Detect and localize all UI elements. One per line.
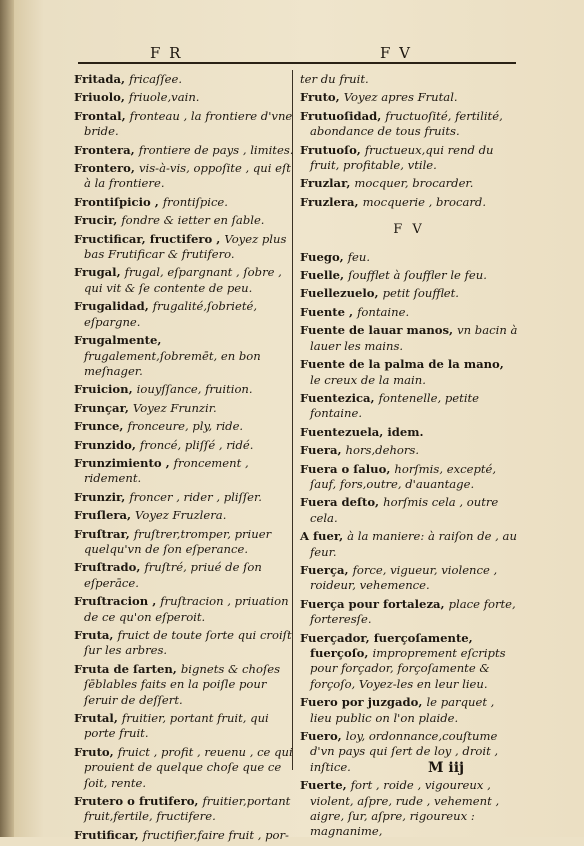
entry-headword: Fuelle, xyxy=(300,268,349,283)
entry-translation: froncé, pliſſé , ridé. xyxy=(139,437,254,452)
entry-translation: le creux de la main. xyxy=(310,372,426,387)
entry-headword: Fruſtrar, xyxy=(74,526,134,541)
entry-translation: fruitier, portant fruit, qui porte fruit. xyxy=(84,711,269,741)
entry-translation: fruict de toute ſorte qui croiſt ſur les arbres. xyxy=(84,628,292,658)
entry-translation: fontaine. xyxy=(357,304,410,319)
entry-translation: fricaſſee. xyxy=(129,72,183,86)
entry-headword: Friuolo, xyxy=(74,90,129,105)
dictionary-entry xyxy=(74,594,296,625)
dictionary-entry xyxy=(74,109,296,140)
entry-translation: place forte, forteresſe. xyxy=(310,596,516,627)
entry-headword: Frontera, xyxy=(74,142,139,157)
dictionary-entry xyxy=(74,382,296,397)
entry-headword: Frunzimiento , xyxy=(74,455,174,470)
entry-headword: Frunce, xyxy=(74,419,128,434)
entry-headword: Fruto, xyxy=(74,744,118,759)
entry-translation: le parquet , lieu public on l'on plaide. xyxy=(310,695,495,725)
dictionary-entry xyxy=(300,286,518,301)
entry-headword: Fruta, xyxy=(74,628,118,642)
dictionary-entry xyxy=(74,213,296,228)
entry-headword: Frunzido, xyxy=(74,437,140,452)
header-rule xyxy=(78,62,516,64)
dictionary-entry xyxy=(300,597,518,628)
entry-headword: Fuente , xyxy=(300,304,358,319)
entry-translation: fort , roide , vigoureux , violent, aſpre, rude , vehement , aigre, ſur, aſpre, rigoureux : magnanime, xyxy=(310,778,500,839)
entry-translation: fruict , profit , reuenu , ce qui prouient de quelque choſe que ce ſoit, rente. xyxy=(84,744,293,790)
entry-headword: Fuera deſto, xyxy=(300,495,384,510)
dictionary-entry xyxy=(300,250,518,265)
dictionary-entry xyxy=(74,794,296,825)
entry-translation: frontiſpice. xyxy=(162,194,228,209)
entry-translation: petit ſoufflet. xyxy=(382,286,459,301)
entry-headword: Fuerte, xyxy=(300,778,351,793)
dictionary-entry xyxy=(300,495,518,526)
entry-headword: Frutuoſo, xyxy=(300,142,365,157)
entry-translation: Voyez apres Frutal. xyxy=(343,90,458,105)
entry-headword: Fuerçador, fuerçoſamente, fuerçoſo, xyxy=(300,630,473,660)
entry-headword: Fruzlar, xyxy=(300,176,355,191)
entry-translation: feu. xyxy=(347,249,371,264)
dictionary-entry xyxy=(300,72,518,87)
entry-headword: Fuero por juzgado, xyxy=(300,695,427,710)
entry-translation: fructifier,faire fruit , por- xyxy=(142,827,289,842)
entry-headword: Fructificar, fructifero , xyxy=(74,231,225,246)
entry-translation: force, vigueur, violence , roideur, vehemence. xyxy=(310,562,498,593)
entry-translation: Voyez Fruzlera. xyxy=(135,508,227,523)
dictionary-entry xyxy=(74,232,296,263)
entry-headword: Frontiſpicio , xyxy=(74,194,163,209)
left-column xyxy=(74,72,296,846)
dictionary-entry xyxy=(300,391,518,422)
entry-translation: horſmis cela , outre cela. xyxy=(310,495,499,525)
entry-headword: Frugalmente, xyxy=(74,333,162,348)
dictionary-entry xyxy=(74,560,296,591)
dictionary-entry xyxy=(300,425,518,440)
dictionary-entry xyxy=(300,268,518,283)
dictionary-entry xyxy=(300,195,518,210)
right-column-top-entries xyxy=(300,72,518,210)
dictionary-entry xyxy=(74,438,296,453)
entry-headword: Fruicion, xyxy=(74,382,137,397)
entry-headword: Frugal, xyxy=(74,265,125,280)
entry-headword: Fruſtrado, xyxy=(74,560,145,575)
entry-translation: hors,dehors. xyxy=(345,443,420,458)
entry-headword: Frutificar, xyxy=(74,827,143,842)
dictionary-entry xyxy=(74,662,296,708)
entry-headword: Fuentezica, xyxy=(300,390,379,405)
entry-translation: frugal, eſpargnant , ſobre , qui vit & ſe contente de peu. xyxy=(84,265,282,295)
entry-headword: Fruſlera, xyxy=(74,508,136,523)
entry-translation: frugalité,ſobrieté, eſpargne. xyxy=(84,299,258,329)
dictionary-entry xyxy=(74,828,296,843)
dictionary-entry xyxy=(300,357,518,388)
entry-headword: Fuego, xyxy=(300,249,348,264)
dictionary-entry xyxy=(74,195,296,210)
entry-translation: iouyſſance, fruition. xyxy=(136,382,253,397)
dictionary-entry xyxy=(300,176,518,191)
entry-headword: Fuera o ſaluo, xyxy=(300,461,395,476)
entry-headword: Fuerça pour fortaleza, xyxy=(300,596,449,611)
dictionary-entry xyxy=(74,299,296,330)
dictionary-entry xyxy=(74,711,296,742)
dictionary-entry xyxy=(74,90,296,105)
entry-headword: Fuente de lauar manos, xyxy=(300,323,458,338)
entry-headword: Frunçar, xyxy=(74,400,133,415)
entry-translation: fronceure, ply, ride. xyxy=(127,419,244,434)
dictionary-entry xyxy=(300,109,518,140)
entry-translation: Voyez plus bas Frutificar & frutifero. xyxy=(84,231,287,262)
entry-headword: Fuentezuela, idem. xyxy=(300,424,424,439)
entry-headword: Fuerça, xyxy=(300,562,353,577)
entry-translation: mocquerie , brocard. xyxy=(362,194,487,209)
dictionary-entry xyxy=(300,778,518,840)
dictionary-entry xyxy=(74,265,296,296)
dictionary-entry xyxy=(300,143,518,174)
dictionary-entry xyxy=(74,419,296,434)
entry-translation: frontiere de pays , limites. xyxy=(138,142,294,157)
entry-headword: Fruta de ſarten, xyxy=(74,661,181,676)
entry-headword: Fruſtracion , xyxy=(74,594,161,609)
entry-translation: vis-à-vis, oppoſite , qui eſt à la frontiere. xyxy=(84,161,291,191)
entry-headword: Frunzir, xyxy=(74,489,130,504)
dictionary-entry xyxy=(74,490,296,505)
dictionary-entry xyxy=(300,729,518,775)
entry-translation: mocquer, brocarder. xyxy=(354,176,474,191)
dictionary-entry xyxy=(74,143,296,158)
entry-headword: Fuero, xyxy=(300,729,346,744)
dictionary-entry xyxy=(300,462,518,493)
entry-translation: loy, ordonnance,couſtume d'vn pays qui ſert de loy , droit , inſtice. xyxy=(310,729,499,774)
dictionary-entry xyxy=(74,527,296,558)
dictionary-entry xyxy=(300,323,518,354)
entry-translation: ter du fruit. xyxy=(300,72,369,86)
entry-translation: fruitier,portant fruit,fertile, fructifere. xyxy=(84,794,291,824)
entry-headword: Fruto, xyxy=(300,90,344,105)
entry-translation: fructueux,qui rend du fruit, profitable, vtile. xyxy=(310,142,494,173)
entry-headword: Frutuoſidad, xyxy=(300,108,386,123)
entry-translation: Voyez Frunzir. xyxy=(132,400,217,415)
entry-translation: fronteau , la frontiere d'vne bride. xyxy=(84,108,293,139)
dictionary-entry xyxy=(300,305,518,320)
dictionary-entry xyxy=(74,72,296,87)
dictionary-entry xyxy=(74,628,296,659)
entry-headword: Frutal, xyxy=(74,711,122,726)
entry-translation: friuole,vain. xyxy=(128,90,200,105)
entry-translation: horſmis, excepté, ſauf, fors,outre, d'auantage. xyxy=(310,461,497,491)
running-header-left: F R xyxy=(150,44,183,62)
entry-headword: Fruzlera, xyxy=(300,194,363,209)
entry-translation: fondre & ietter en ſable. xyxy=(121,213,265,228)
entry-translation: fruſtracion , priuation de ce qu'on eſperoit. xyxy=(84,594,289,624)
entry-translation: froncer , rider , pliſſer. xyxy=(129,489,262,504)
entry-translation: à la maniere: à raiſon de , au feur. xyxy=(310,529,517,559)
dictionary-entry xyxy=(74,456,296,487)
entry-headword: Frucir, xyxy=(74,213,122,228)
dictionary-entry xyxy=(74,745,296,791)
dictionary-entry xyxy=(300,563,518,594)
signature-mark: M iij xyxy=(428,760,465,776)
entry-translation: fruſtré, priué de ſon eſperāce. xyxy=(84,560,262,590)
right-column-bottom-entries xyxy=(300,250,518,840)
entry-translation: frugalement,ſobremēt, en bon meſnager. xyxy=(84,348,261,378)
entry-translation: fruſtrer,tromper, priuer quelqu'vn de ſon eſperance. xyxy=(84,526,272,556)
entry-headword: Fritada, xyxy=(74,72,130,86)
entry-translation: vn bacin à lauer les mains. xyxy=(310,323,518,353)
entry-headword: Fuera, xyxy=(300,443,346,458)
dictionary-entry xyxy=(74,333,296,379)
entry-translation: ſoufflet à ſouffler le feu. xyxy=(348,268,487,283)
running-header-right: F V xyxy=(380,44,413,62)
book-spine-shadow xyxy=(0,0,14,837)
dictionary-entry xyxy=(74,401,296,416)
entry-translation: improprement eſcripts pour forçador, forçoſamente & forçoſo, Voyez-les en leur lieu. xyxy=(310,646,506,691)
entry-translation: fructuoſité, fertilité, abondance de tous fruits. xyxy=(310,108,503,139)
dictionary-entry xyxy=(300,529,518,560)
dictionary-entry xyxy=(74,161,296,192)
dictionary-entry xyxy=(300,90,518,105)
entry-headword: Frontero, xyxy=(74,161,139,176)
entry-headword: Fuellezuelo, xyxy=(300,286,383,301)
entry-headword: Frugalidad, xyxy=(74,299,153,314)
entry-headword: Frutero o frutifero, xyxy=(74,794,203,809)
entry-translation: fontenelle, petite fontaine. xyxy=(310,390,480,421)
dictionary-entry xyxy=(300,443,518,458)
entry-translation: bignets & choſes ſēblables faits en la poiſle pour ſeruir de deſſert. xyxy=(84,661,281,707)
section-heading: F V xyxy=(393,222,425,238)
dictionary-entry xyxy=(300,695,518,726)
dictionary-entry xyxy=(300,631,518,693)
entry-headword: Frontal, xyxy=(74,108,130,123)
entry-headword: A fuer, xyxy=(300,529,348,544)
right-column xyxy=(300,72,518,843)
entry-translation: froncement , ridement. xyxy=(84,455,249,486)
dictionary-entry xyxy=(74,508,296,523)
entry-headword: Fuente de la palma de la mano, xyxy=(300,357,504,372)
